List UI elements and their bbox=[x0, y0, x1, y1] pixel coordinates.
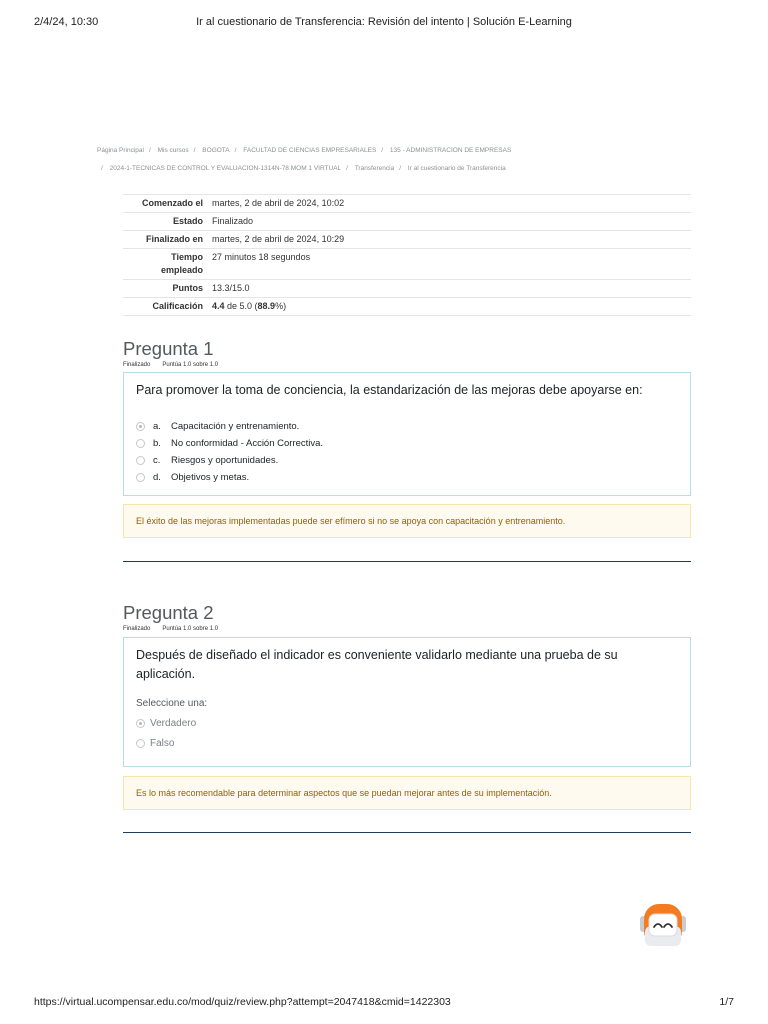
summary-value: Finalizado bbox=[212, 216, 254, 226]
question-1-title: Pregunta 1 bbox=[123, 338, 214, 359]
summary-label: Estado bbox=[172, 216, 203, 226]
radio-icon[interactable] bbox=[136, 439, 145, 448]
question-divider bbox=[123, 832, 691, 833]
breadcrumb-home[interactable]: Página Principal bbox=[97, 147, 144, 154]
radio-icon[interactable] bbox=[136, 739, 145, 748]
breadcrumb-section[interactable]: Transferencia bbox=[354, 165, 395, 172]
question-score: Puntúa 1.0 sobre 1.0 bbox=[162, 362, 219, 368]
radio-icon[interactable] bbox=[136, 473, 145, 482]
question-2-feedback: Es lo más recomendable para determinar aspectos que se puedan mejorar antes de su implementación. bbox=[123, 776, 691, 810]
radio-selected-icon[interactable] bbox=[136, 719, 145, 728]
grade-scale: de 5.0 ( bbox=[224, 301, 258, 311]
question-2-info bbox=[123, 626, 218, 632]
breadcrumb-faculty[interactable]: FACULTAD DE CIENCIAS EMPRESARIALES bbox=[243, 147, 377, 154]
summary-row-started bbox=[123, 195, 691, 213]
option-letter: d. bbox=[153, 472, 161, 483]
print-header bbox=[34, 16, 734, 32]
summary-value: 13.3/15.0 bbox=[212, 283, 250, 293]
option-label: Verdadero bbox=[150, 717, 197, 729]
breadcrumb-line-2: / 2024-1-TECNICAS DE CONTROL Y EVALUACION-1314N-78 MOM 1 VIRTUAL / Transferencia / Ir al cuestionario de Transferencia bbox=[101, 165, 506, 172]
grade-percent: 88.9 bbox=[257, 301, 276, 311]
summary-label-line-1: Tiempo bbox=[171, 252, 203, 262]
option-label: Capacitación y entrenamiento. bbox=[171, 421, 300, 432]
grade-percent-suffix: %) bbox=[275, 301, 287, 311]
answer-option-b[interactable] bbox=[136, 435, 678, 452]
page-url: https://virtual.ucompensar.edu.co/mod/quiz/review.php?attempt=2047418&cmid=1422303 bbox=[34, 996, 451, 1008]
question-state: Finalizado bbox=[123, 362, 151, 368]
breadcrumb-quiz[interactable]: Ir al cuestionario de Transferencia bbox=[407, 165, 506, 172]
question-2-text: Después de diseñado el indicador es conveniente validarlo mediante una prueba de su aplicación. bbox=[136, 648, 618, 681]
answer-option-d[interactable] bbox=[136, 469, 678, 486]
summary-row-points bbox=[123, 280, 691, 298]
question-1-options bbox=[136, 418, 678, 486]
select-one-label: Seleccione una: bbox=[136, 698, 208, 709]
breadcrumb-program[interactable]: 135 - ADMINISTRACION DE EMPRESAS bbox=[389, 147, 512, 154]
question-score: Puntúa 1.0 sobre 1.0 bbox=[162, 626, 219, 632]
attempt-summary-table bbox=[123, 194, 691, 316]
page-number: 1/7 bbox=[719, 996, 734, 1008]
summary-row-grade bbox=[123, 298, 691, 316]
breadcrumb bbox=[97, 142, 697, 178]
summary-label: Calificación bbox=[152, 301, 203, 311]
radio-icon[interactable] bbox=[136, 456, 145, 465]
question-divider bbox=[123, 561, 691, 562]
chat-assistant-robot-icon[interactable] bbox=[637, 902, 689, 950]
option-label: Riesgos y oportunidades. bbox=[171, 455, 279, 466]
option-label: No conformidad - Acción Correctiva. bbox=[171, 438, 324, 449]
breadcrumb-my-courses[interactable]: Mis cursos bbox=[157, 147, 189, 154]
option-letter: c. bbox=[153, 455, 161, 466]
print-footer bbox=[34, 996, 734, 1010]
summary-label bbox=[123, 251, 212, 277]
grade-score: 4.4 bbox=[212, 301, 225, 311]
summary-value bbox=[212, 300, 691, 313]
question-2-options bbox=[136, 713, 678, 753]
option-label: Objetivos y metas. bbox=[171, 472, 250, 483]
summary-value: martes, 2 de abril de 2024, 10:29 bbox=[212, 234, 345, 244]
option-label: Falso bbox=[150, 737, 175, 749]
summary-label: Puntos bbox=[172, 283, 203, 293]
question-1-info bbox=[123, 362, 218, 368]
answer-option-true[interactable] bbox=[136, 713, 678, 733]
answer-option-a[interactable] bbox=[136, 418, 678, 435]
option-letter: b. bbox=[153, 438, 161, 449]
summary-label: Comenzado el bbox=[141, 198, 203, 208]
answer-option-false[interactable] bbox=[136, 733, 678, 753]
summary-row-state bbox=[123, 213, 691, 231]
question-1-box bbox=[123, 372, 691, 496]
radio-selected-icon[interactable] bbox=[136, 422, 145, 431]
breadcrumb-line-1: Página Principal / Mis cursos / BOGOTA / FACULTAD DE CIENCIAS EMPRESARIALES / 135 - ADMINISTRACION DE EMPRESAS bbox=[97, 147, 512, 154]
print-page-title: Ir al cuestionario de Transferencia: Revisión del intento | Solución E-Learning bbox=[196, 16, 572, 28]
question-2-title: Pregunta 2 bbox=[123, 602, 214, 623]
print-date: 2/4/24, 10:30 bbox=[34, 16, 99, 28]
breadcrumb-city[interactable]: BOGOTA bbox=[202, 147, 230, 154]
breadcrumb-course[interactable]: 2024-1-TECNICAS DE CONTROL Y EVALUACION-1314N-78 MOM 1 VIRTUAL bbox=[109, 165, 342, 172]
summary-row-time bbox=[123, 249, 691, 280]
question-1-text: Para promover la toma de conciencia, la estandarización de las mejoras debe apoyarse en: bbox=[136, 383, 643, 397]
answer-option-c[interactable] bbox=[136, 452, 678, 469]
summary-value: 27 minutos 18 segundos bbox=[212, 252, 311, 262]
question-2-box bbox=[123, 637, 691, 767]
question-1-feedback: El éxito de las mejoras implementadas puede ser efímero si no se apoya con capacitación y entrenamiento. bbox=[123, 504, 691, 538]
question-state: Finalizado bbox=[123, 626, 151, 632]
option-letter: a. bbox=[153, 421, 161, 432]
summary-value: martes, 2 de abril de 2024, 10:02 bbox=[212, 198, 345, 208]
summary-label: Finalizado en bbox=[145, 234, 203, 244]
summary-row-finished bbox=[123, 231, 691, 249]
summary-label-line-2: empleado bbox=[160, 265, 203, 275]
